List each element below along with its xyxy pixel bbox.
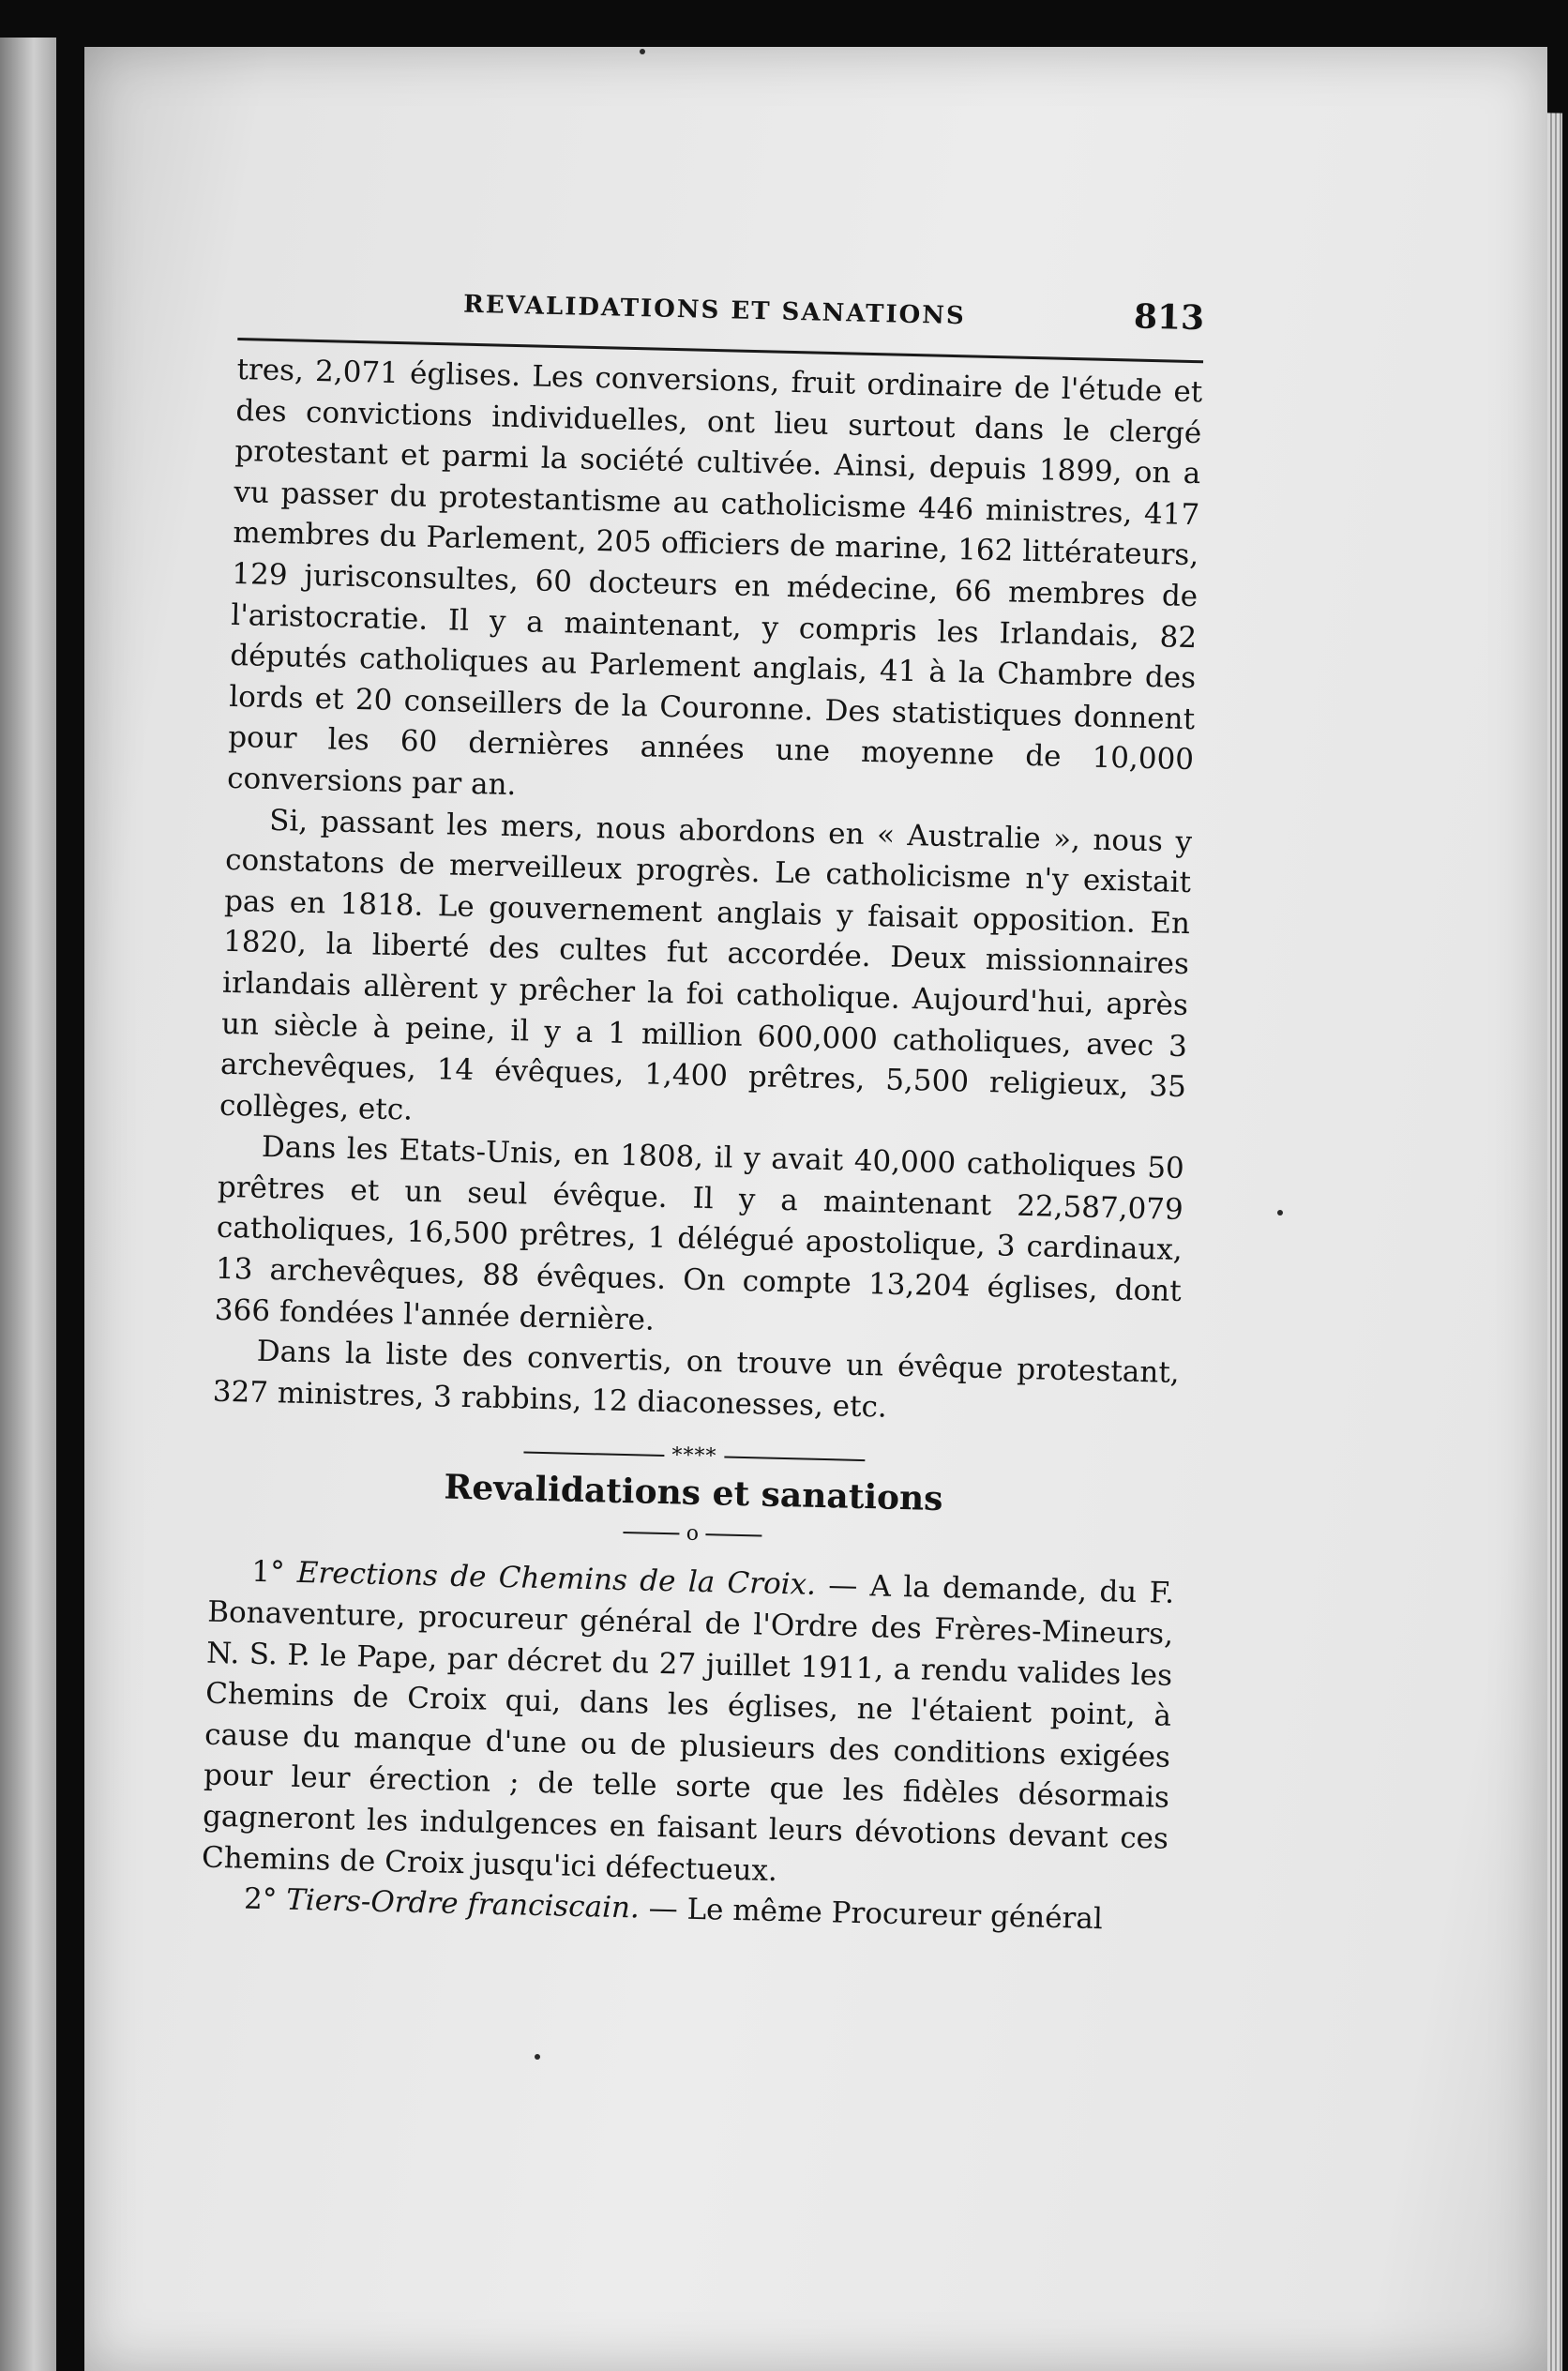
item-text: — Le même Procureur général [639, 1891, 1104, 1937]
adjacent-page-edge [0, 38, 56, 2371]
divider-circle: o [686, 1522, 700, 1547]
item-text: — A la demande, du F. Bonaventure, procureur général de l'Ordre des Frères-Mineurs, N. S. P. le Pape, par décret du 27 juillet 1911, a rendu valides les Chemins de Croix qui, dans les églises, ne l'étaient point, à cause du manque d'une ou de plusieurs des conditions exigées pour leur érection ; de telle sorte que les fidèles désormais gagneront les indulgences en faisant leurs dévotions devant ces Chemins de Croix jusqu'ici défectueux. [201, 1568, 1175, 1888]
ink-speck [640, 49, 645, 54]
item-heading: Erections de Chemins de la Croix. [296, 1556, 817, 1603]
divider-line [724, 1457, 865, 1462]
item-number: 2° [243, 1881, 278, 1917]
page-number: 813 [1133, 296, 1205, 339]
divider-line [705, 1534, 761, 1537]
paragraph-convertis: Dans la liste des convertis, on trouve un évêque protestant, 327 ministres, 3 rabbins, 12 diaconesses, etc. [212, 1335, 1181, 1425]
ink-speck [535, 2054, 540, 2060]
divider-stars: **** [671, 1443, 717, 1469]
paragraph-etats-unis: Dans les Etats-Unis, en 1808, il y avait 40,000 catholiques 50 prêtres et un seul évêque. Il y a maintenant 22,587,079 catholiques, 16,500 prêtres, 1 délégué apostolique, 3 cardinaux, 13 archevêques, 88 évêques. On compte 13,204 églises, dont 366 fondées l'année dernière. [214, 1130, 1185, 1337]
running-title: REVALIDATIONS ET SANATIONS [462, 290, 967, 331]
paragraph-australia: Si, passant les mers, nous abordons en « Australie », nous y constatons de merveilleux progrès. Le catholicisme n'y existait pas en 1818. Le gouvernement anglais y faisait opposition. En 1820, la liberté des cultes fut accordée. Deux missionnaires irlandais allèrent y prêcher la foi catholique. Aujourd'hui, après un siècle à peine, il y a 1 million 600,000 catholiques, avec 3 archevêques, 14 évêques, 1,400 prêtres, 5,500 religieux, 35 collèges, etc. [219, 803, 1193, 1127]
item-heading: Tiers-Ordre franciscain. [285, 1882, 641, 1925]
item-chemins-de-croix [202, 1551, 1175, 1901]
divider-line [624, 1532, 680, 1534]
section-title: Revalidations et sanations [443, 1467, 943, 1519]
paragraph-continued: tres, 2,071 églises. Les conversions, fruit ordinaire de l'étude et des convictions individuelles, ont lieu surtout dans le clergé protestant et parmi la société cultivée. Ainsi, depuis 1899, on a vu passer du protestantisme au catholicisme 446 ministres, 417 membres du Parlement, 205 officiers de marine, 162 littérateurs, 129 jurisconsultes, 60 docteurs en médecine, 66 membres de l'aristocratie. Il y a maintenant, y compris les Irlandais, 82 députés catholiques au Parlement anglais, 41 à la Chambre des lords et 20 conseillers de la Couronne. Des statistiques donnent pour les 60 dernières années une moyenne de 10,000 conversions par an. [226, 352, 1203, 803]
page-content [201, 272, 1205, 1942]
ink-speck [1277, 1210, 1283, 1216]
item-number: 1° [250, 1555, 285, 1590]
divider-line [523, 1452, 664, 1457]
